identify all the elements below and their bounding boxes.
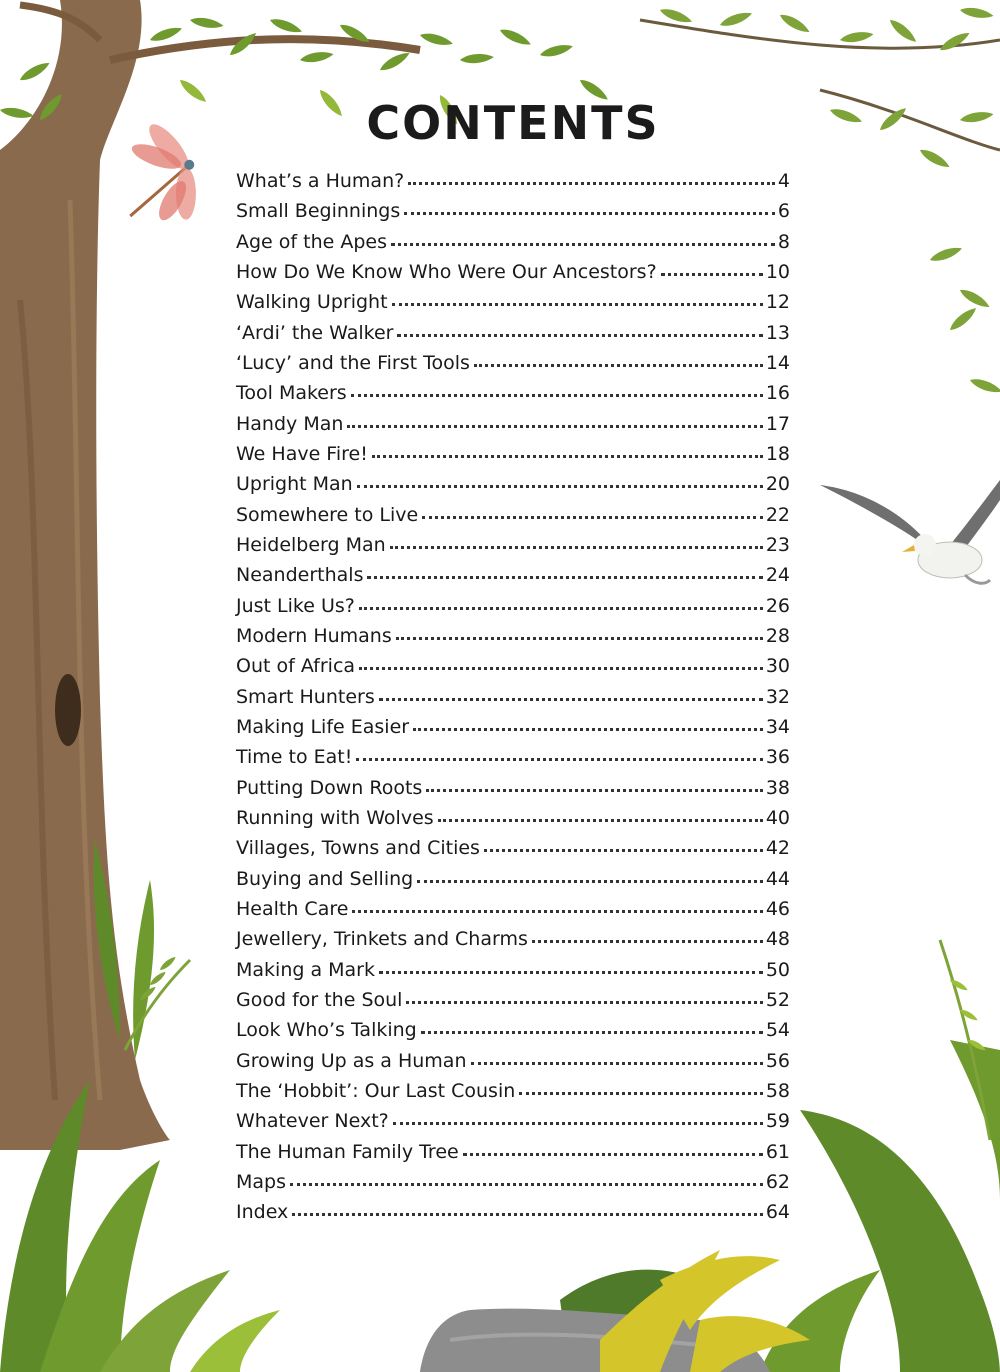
dot-leader <box>661 272 763 276</box>
toc-entry-title: Growing Up as a Human <box>236 1049 467 1072</box>
toc-entry[interactable] <box>236 1137 790 1167</box>
toc-entry[interactable] <box>236 894 790 924</box>
toc-entry[interactable] <box>236 621 790 651</box>
toc-entry-page: 58 <box>765 1079 790 1102</box>
toc-entry-title: Somewhere to Live <box>236 503 419 526</box>
toc-entry[interactable] <box>236 773 790 803</box>
toc-entry-page: 6 <box>777 200 790 223</box>
dot-leader <box>484 848 763 852</box>
toc-entry[interactable] <box>236 955 790 985</box>
toc-entry[interactable] <box>236 803 790 833</box>
toc-entry-page: 34 <box>765 715 790 738</box>
toc-entry-page: 14 <box>765 351 790 374</box>
toc-entry-page: 48 <box>765 928 790 951</box>
toc-entry[interactable] <box>236 409 790 439</box>
toc-entry-title: ‘Lucy’ and the First Tools <box>236 351 470 374</box>
dot-leader <box>379 697 763 701</box>
dot-leader <box>352 909 762 913</box>
toc-entry-title: Neanderthals <box>236 564 364 587</box>
toc-entry-title: Making a Mark <box>236 958 375 981</box>
toc-entry-title: Villages, Towns and Cities <box>236 837 480 860</box>
toc-entry-page: 52 <box>765 988 790 1011</box>
toc-entry-page: 44 <box>765 867 790 890</box>
toc-entry-title: We Have Fire! <box>236 442 368 465</box>
toc-entry-page: 54 <box>765 1019 790 1042</box>
table-of-contents <box>236 166 790 1227</box>
toc-entry-page: 32 <box>765 685 790 708</box>
toc-entry[interactable] <box>236 348 790 378</box>
toc-entry-page: 13 <box>765 321 790 344</box>
toc-entry-title: Buying and Selling <box>236 867 414 890</box>
toc-entry-page: 17 <box>765 412 790 435</box>
toc-entry-page: 36 <box>765 746 790 769</box>
dot-leader <box>357 484 763 488</box>
toc-entry[interactable] <box>236 378 790 408</box>
page-title: CONTENTS <box>366 96 660 150</box>
toc-entry-title: Walking Upright <box>236 291 388 314</box>
toc-entry[interactable] <box>236 1015 790 1045</box>
dot-leader <box>347 424 762 428</box>
toc-entry-page: 22 <box>765 503 790 526</box>
dot-leader <box>390 545 763 549</box>
toc-entry-page: 28 <box>765 624 790 647</box>
toc-entry-page: 42 <box>765 837 790 860</box>
toc-entry[interactable] <box>236 591 790 621</box>
dot-leader <box>417 879 763 883</box>
toc-entry[interactable] <box>236 712 790 742</box>
dot-leader <box>292 1212 763 1216</box>
dot-leader <box>391 242 775 246</box>
toc-entry-title: Handy Man <box>236 412 344 435</box>
toc-entry-title: Modern Humans <box>236 624 392 647</box>
toc-entry[interactable] <box>236 469 790 499</box>
toc-entry[interactable] <box>236 257 790 287</box>
toc-entry-page: 59 <box>765 1110 790 1133</box>
toc-entry[interactable] <box>236 864 790 894</box>
dot-leader <box>413 727 763 731</box>
toc-entry[interactable] <box>236 651 790 681</box>
toc-entry-page: 12 <box>765 291 790 314</box>
dot-leader <box>356 757 762 761</box>
toc-entry-page: 20 <box>765 473 790 496</box>
toc-entry-page: 50 <box>765 958 790 981</box>
dot-leader <box>422 515 763 519</box>
dot-leader <box>359 666 763 670</box>
dot-leader <box>392 302 763 306</box>
toc-entry-title: Running with Wolves <box>236 806 434 829</box>
dot-leader <box>379 970 763 974</box>
toc-entry[interactable] <box>236 227 790 257</box>
toc-entry[interactable] <box>236 287 790 317</box>
toc-entry-page: 61 <box>765 1140 790 1163</box>
dot-leader <box>438 818 763 822</box>
dot-leader <box>426 788 763 792</box>
toc-entry-title: Tool Makers <box>236 382 347 405</box>
toc-entry[interactable] <box>236 1197 790 1227</box>
toc-entry-page: 62 <box>765 1170 790 1193</box>
toc-entry-title: Jewellery, Trinkets and Charms <box>236 928 528 951</box>
dot-leader <box>406 1000 762 1004</box>
dot-leader <box>397 333 762 337</box>
toc-entry[interactable] <box>236 924 790 954</box>
toc-entry[interactable] <box>236 1046 790 1076</box>
toc-entry[interactable] <box>236 318 790 348</box>
toc-entry[interactable] <box>236 833 790 863</box>
toc-entry-title: Making Life Easier <box>236 715 410 738</box>
toc-entry-title: Health Care <box>236 897 349 920</box>
toc-entry-title: How Do We Know Who Were Our Ancestors? <box>236 260 657 283</box>
dot-leader <box>290 1182 763 1186</box>
dot-leader <box>351 393 763 397</box>
toc-entry-title: Age of the Apes <box>236 230 388 253</box>
toc-entry-title: Small Beginnings <box>236 200 401 223</box>
toc-entry-page: 26 <box>765 594 790 617</box>
dot-leader <box>474 363 763 367</box>
toc-entry-page: 30 <box>765 655 790 678</box>
dot-leader <box>393 1121 763 1125</box>
dot-leader <box>471 1061 763 1065</box>
toc-entry[interactable] <box>236 439 790 469</box>
toc-entry-title: Upright Man <box>236 473 353 496</box>
toc-entry-title: Heidelberg Man <box>236 533 386 556</box>
toc-entry-title: Out of Africa <box>236 655 356 678</box>
dot-leader <box>367 575 762 579</box>
dot-leader <box>519 1091 763 1095</box>
toc-entry-page: 8 <box>777 230 790 253</box>
toc-entry-title: Smart Hunters <box>236 685 375 708</box>
dot-leader <box>404 211 775 215</box>
toc-entry-page: 16 <box>765 382 790 405</box>
toc-entry[interactable] <box>236 530 790 560</box>
dot-leader <box>408 181 775 185</box>
toc-entry-title: What’s a Human? <box>236 170 405 192</box>
toc-entry[interactable] <box>236 166 790 196</box>
toc-entry-page: 10 <box>765 260 790 283</box>
toc-entry[interactable] <box>236 1076 790 1106</box>
toc-entry-page: 40 <box>765 806 790 829</box>
toc-entry[interactable] <box>236 196 790 226</box>
toc-entry[interactable] <box>236 742 790 772</box>
dot-leader <box>421 1030 763 1034</box>
toc-entry-title: Just Like Us? <box>236 594 355 617</box>
dot-leader <box>396 636 763 640</box>
toc-entry[interactable] <box>236 1106 790 1136</box>
dot-leader <box>359 606 763 610</box>
toc-entry[interactable] <box>236 560 790 590</box>
toc-entry-title: Index <box>236 1201 289 1224</box>
toc-entry-title: The Human Family Tree <box>236 1140 459 1163</box>
toc-entry-title: ‘Ardi’ the Walker <box>236 321 394 344</box>
toc-entry-page: 4 <box>777 170 790 192</box>
dot-leader <box>372 454 763 458</box>
toc-entry-page: 24 <box>765 564 790 587</box>
toc-entry[interactable] <box>236 682 790 712</box>
dot-leader <box>532 939 763 943</box>
toc-entry-page: 64 <box>765 1201 790 1224</box>
toc-entry-title: The ‘Hobbit’: Our Last Cousin <box>236 1079 516 1102</box>
toc-entry-page: 23 <box>765 533 790 556</box>
dot-leader <box>463 1152 763 1156</box>
toc-entry[interactable] <box>236 985 790 1015</box>
toc-entry-page: 18 <box>765 442 790 465</box>
toc-entry-title: Look Who’s Talking <box>236 1019 417 1042</box>
toc-entry-page: 38 <box>765 776 790 799</box>
toc-entry-page: 46 <box>765 897 790 920</box>
toc-entry-title: Maps <box>236 1170 286 1193</box>
toc-entry[interactable] <box>236 1167 790 1197</box>
toc-entry-title: Whatever Next? <box>236 1110 389 1133</box>
toc-entry-page: 56 <box>765 1049 790 1072</box>
toc-entry-title: Putting Down Roots <box>236 776 423 799</box>
bird-illustration <box>820 480 1000 583</box>
toc-entry-title: Good for the Soul <box>236 988 403 1011</box>
toc-entry-title: Time to Eat! <box>236 746 353 769</box>
toc-entry[interactable] <box>236 500 790 530</box>
